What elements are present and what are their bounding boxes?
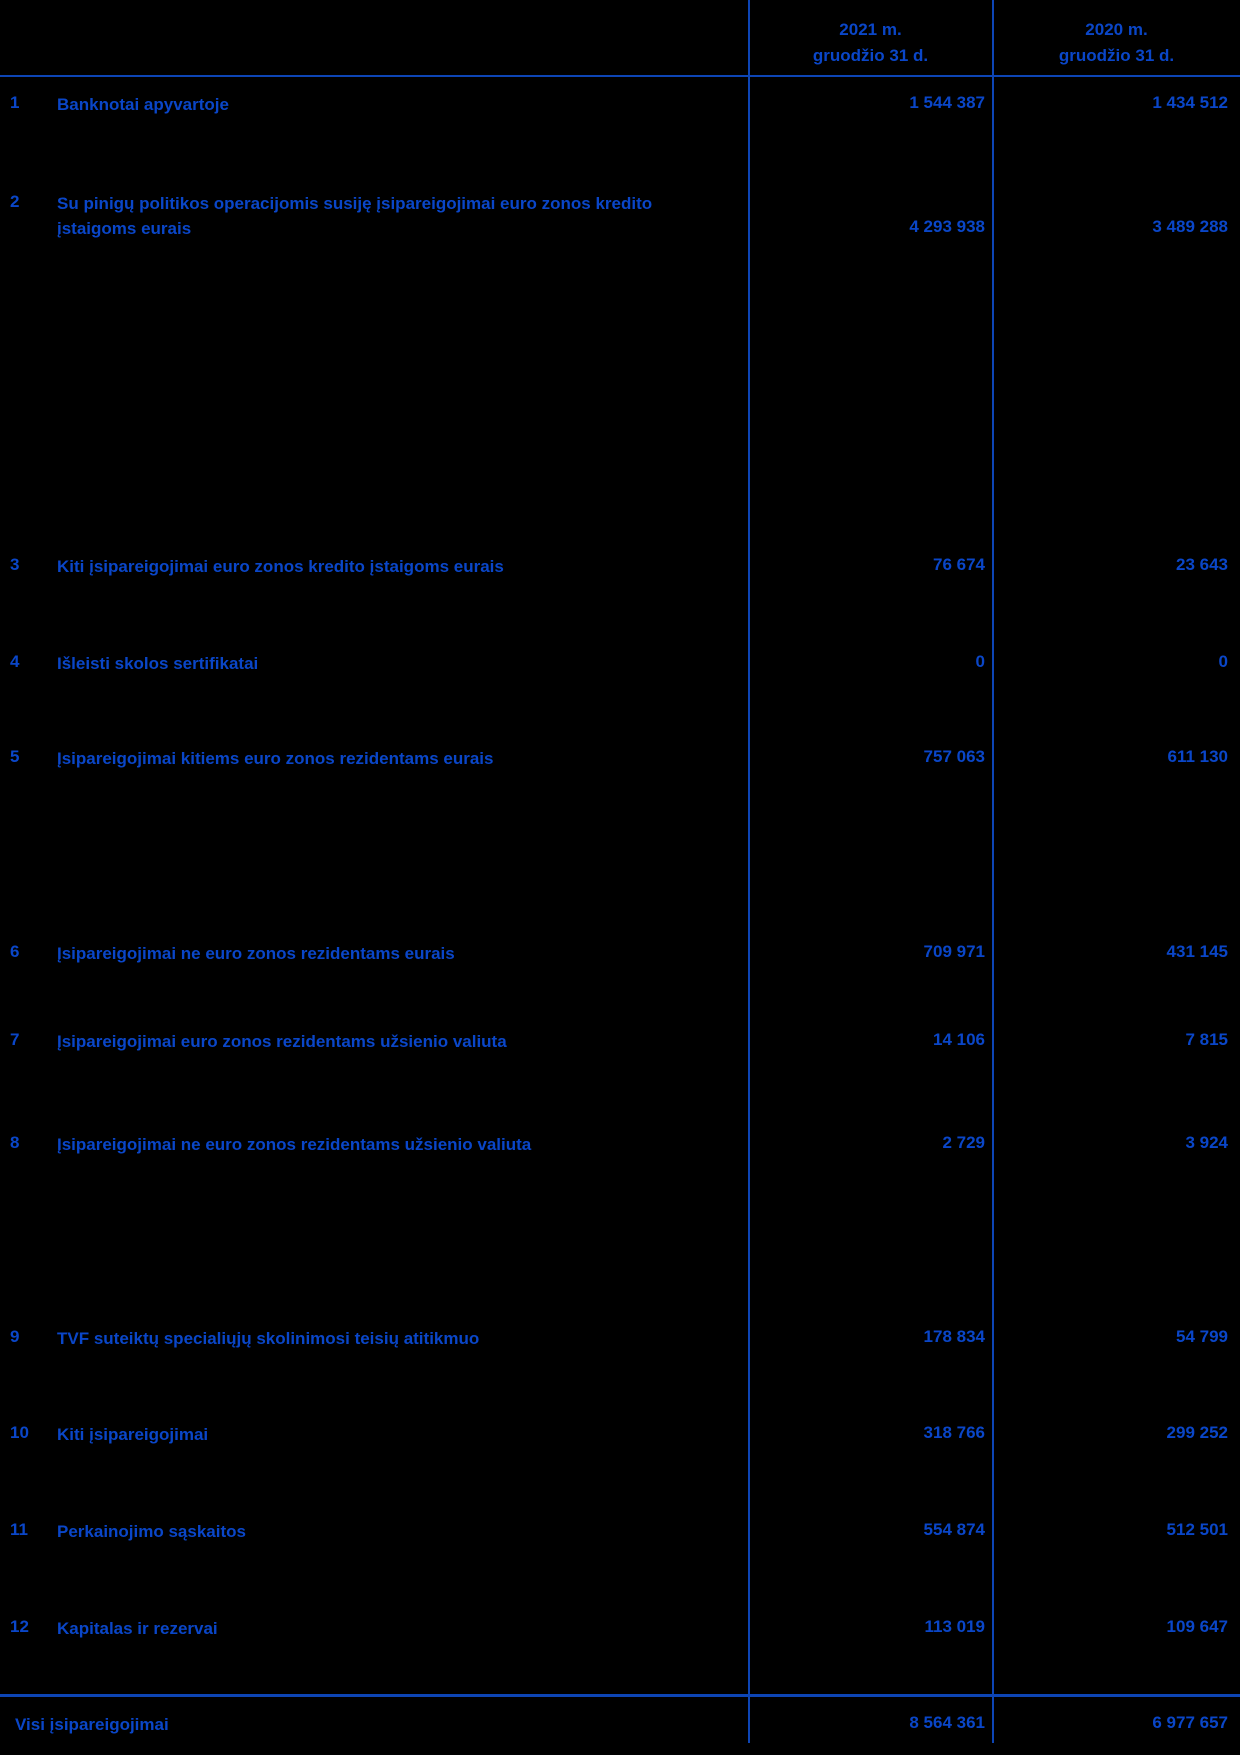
row-value-2021: 0 — [975, 652, 985, 671]
column-header-2020 — [993, 17, 1240, 69]
row-label: Įsipareigojimai ne euro zonos rezidentams eurais — [57, 944, 455, 963]
row-label: Perkainojimo sąskaitos — [57, 1522, 246, 1541]
row-number: 6 — [10, 942, 20, 961]
row-label: Su pinigų politikos operacijomis susiję įsipareigojimai euro zonos kredito įstaigoms eurais — [57, 194, 653, 238]
row-number: 12 — [10, 1617, 29, 1636]
row-value-2021: 178 834 — [923, 1327, 985, 1346]
row-label: Išleisti skolos sertifikatai — [57, 654, 259, 673]
row-value-2020: 512 501 — [1166, 1520, 1228, 1539]
row-value-2020: 0 — [1218, 652, 1228, 671]
row-value-2020: 3 489 288 — [1152, 217, 1228, 236]
row-label: Kiti įsipareigojimai — [57, 1425, 209, 1444]
row-value-2021: 14 106 — [933, 1030, 985, 1049]
total-separator-line — [0, 1694, 1240, 1697]
row-label: Kiti įsipareigojimai euro zonos kredito įstaigoms eurais — [57, 557, 504, 576]
header-separator-line — [0, 75, 1240, 77]
row-label: Įsipareigojimai kitiems euro zonos rezidentams eurais — [57, 749, 494, 768]
row-value-2020: 7 815 — [1185, 1030, 1228, 1049]
row-number: 4 — [10, 652, 20, 671]
row-value-2020: 1 434 512 — [1152, 93, 1228, 112]
row-label: Įsipareigojimai euro zonos rezidentams užsienio valiuta — [57, 1032, 507, 1051]
row-value-2020: 109 647 — [1166, 1617, 1228, 1636]
column-divider-line — [748, 0, 750, 1743]
column-header-2020-line2: gruodžio 31 d. — [1058, 46, 1175, 65]
row-value-2021: 757 063 — [923, 747, 985, 766]
row-label: Kapitalas ir rezervai — [57, 1619, 218, 1638]
total-value-2020: 6 977 657 — [1152, 1713, 1228, 1732]
total-value-2021: 8 564 361 — [909, 1713, 985, 1732]
row-number: 9 — [10, 1327, 20, 1346]
row-label: TVF suteiktų specialiųjų skolinimosi teisių atitikmuo — [57, 1329, 480, 1348]
row-value-2020: 54 799 — [1176, 1327, 1228, 1346]
row-number: 8 — [10, 1133, 20, 1152]
row-value-2021: 709 971 — [923, 942, 985, 961]
row-number: 2 — [10, 192, 20, 211]
row-value-2020: 299 252 — [1166, 1423, 1228, 1442]
row-number: 10 — [10, 1423, 29, 1442]
row-value-2020: 23 643 — [1176, 555, 1228, 574]
row-value-2020: 611 130 — [1167, 747, 1228, 766]
row-label: Banknotai apyvartoje — [57, 95, 229, 114]
row-number: 5 — [10, 747, 20, 766]
row-number: 1 — [10, 93, 20, 112]
row-value-2020: 431 145 — [1166, 942, 1228, 961]
row-value-2021: 1 544 387 — [909, 93, 985, 112]
column-header-2021 — [749, 17, 992, 69]
row-number: 3 — [10, 555, 20, 574]
column-header-2020-line1: 2020 m. — [1085, 20, 1148, 39]
row-value-2021: 2 729 — [942, 1133, 985, 1152]
row-value-2021: 318 766 — [923, 1423, 985, 1442]
row-value-2020: 3 924 — [1185, 1133, 1228, 1152]
row-value-2021: 113 019 — [924, 1617, 985, 1636]
row-value-2021: 554 874 — [923, 1520, 985, 1539]
total-label: Visi įsipareigojimai — [15, 1715, 169, 1734]
column-header-2021-line1: 2021 m. — [839, 20, 902, 39]
row-number: 11 — [10, 1520, 28, 1539]
row-value-2021: 76 674 — [933, 555, 985, 574]
column-header-2021-line2: gruodžio 31 d. — [812, 46, 929, 65]
row-value-2021: 4 293 938 — [909, 217, 985, 236]
row-label: Įsipareigojimai ne euro zonos rezidentams užsienio valiuta — [57, 1135, 532, 1154]
row-number: 7 — [10, 1030, 20, 1049]
column-divider-line — [992, 0, 994, 1743]
